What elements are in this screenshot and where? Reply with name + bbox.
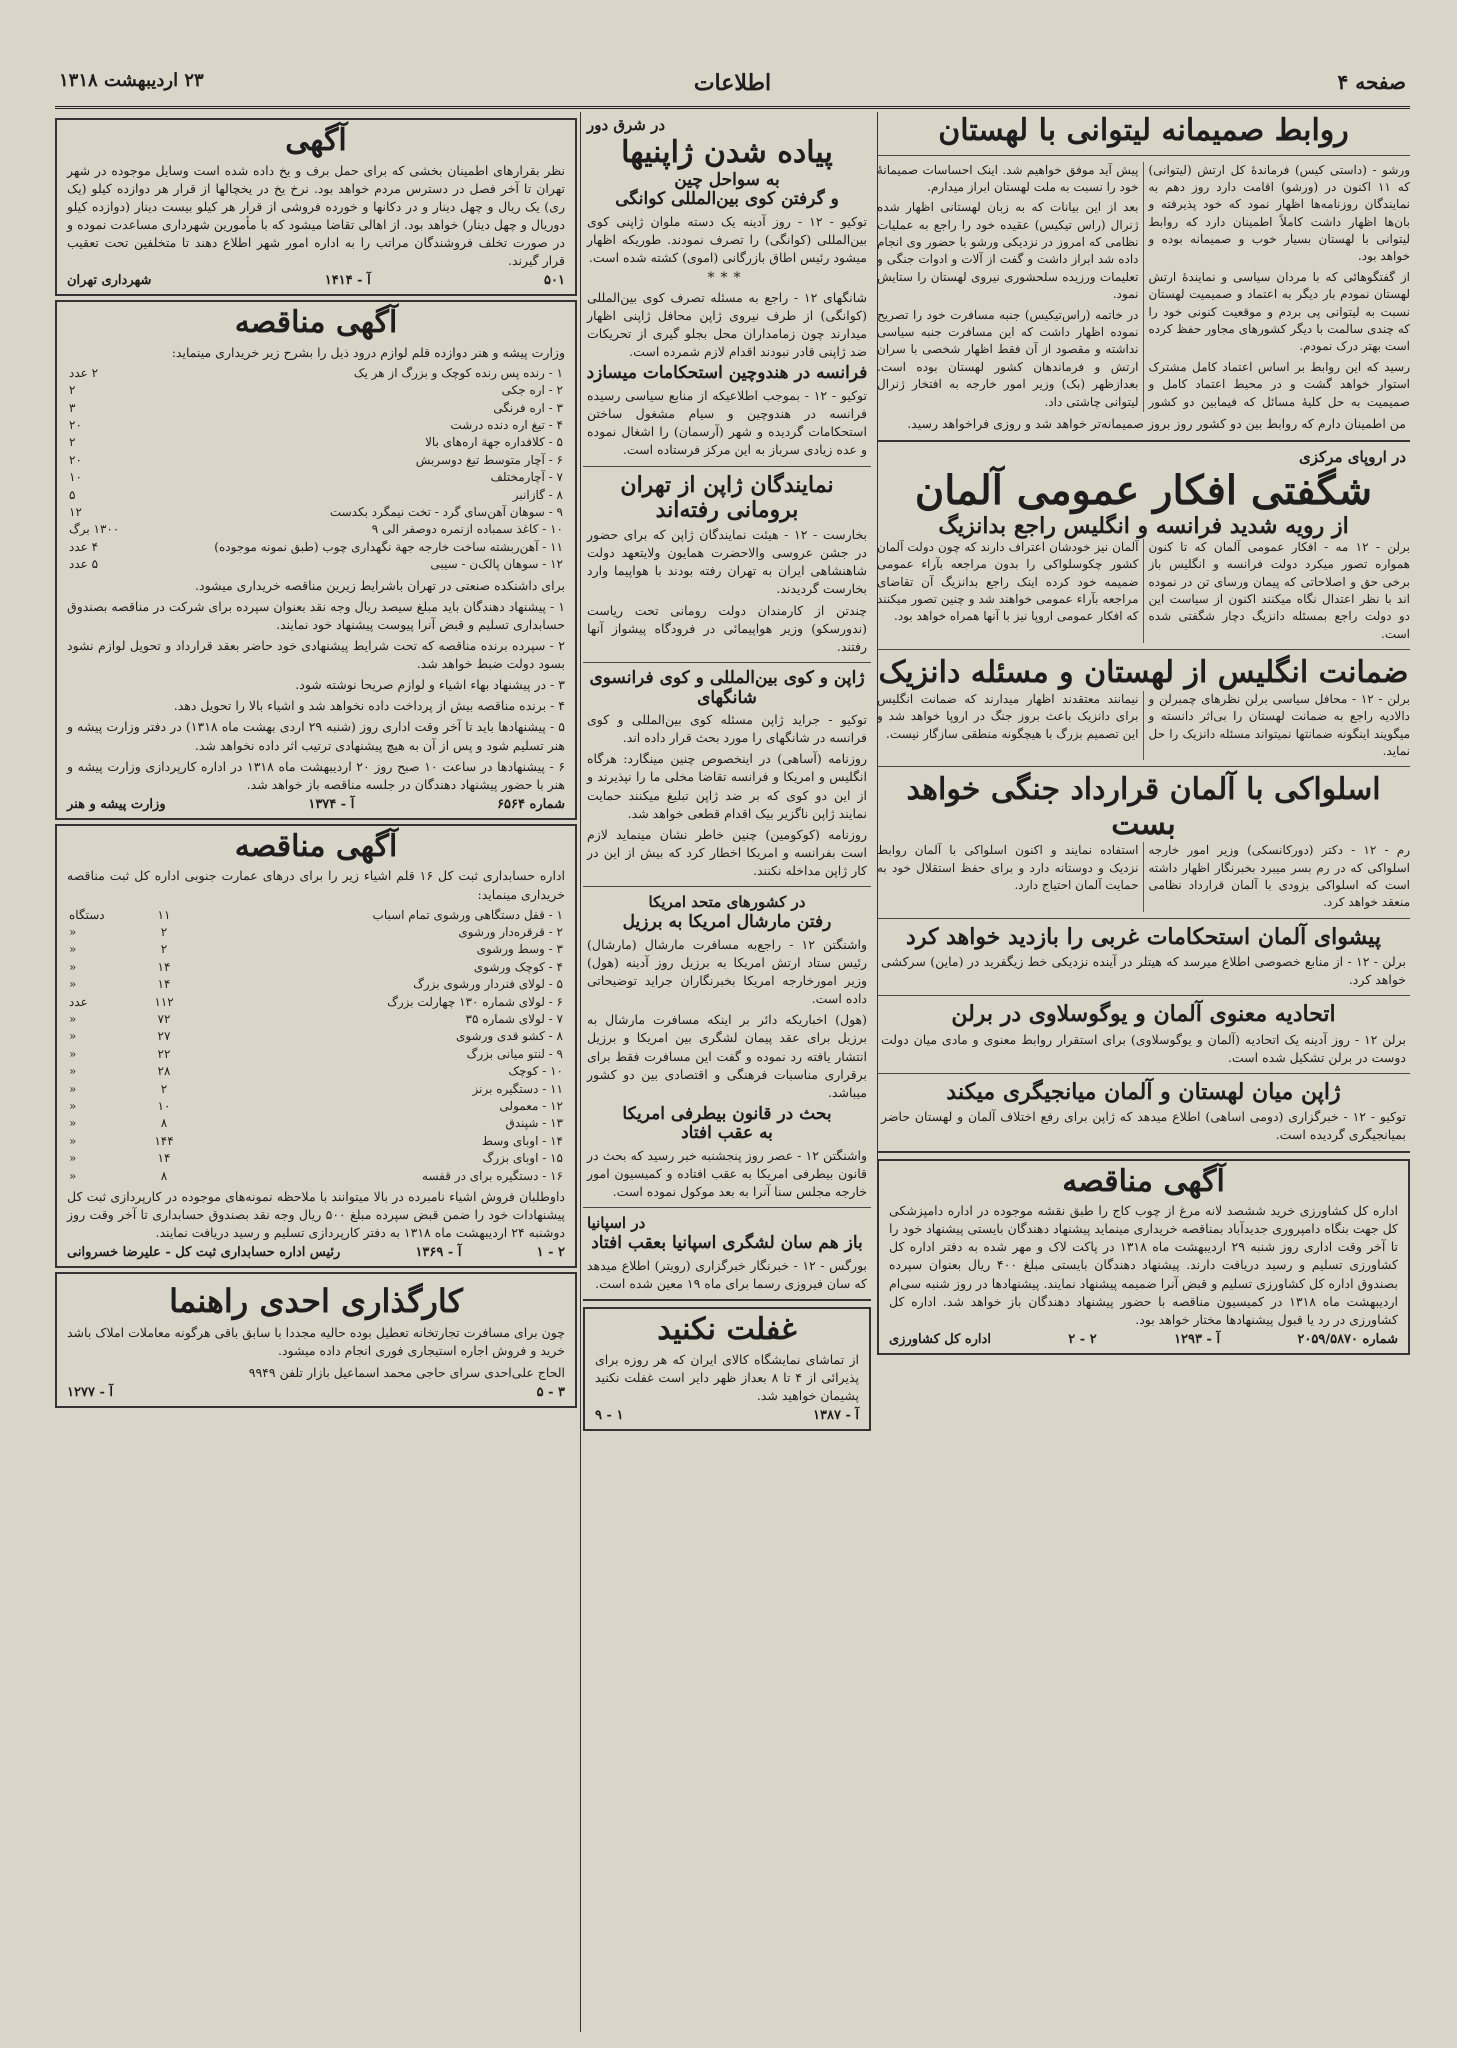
list-item: ۶ - لولای شماره ۱۳۰ چهارلت بزرگ ۱۱۲ عدد [69,994,563,1009]
article-body: برلن - ۱۲ - محافل سیاسی برلن نظرهای چمبرلن و دالادیه راجع به ضمانت لهستان را بی‌اثر دانسته و میگویند اینگونه ضمانتها نمیتواند مسئله دانزیک را حل نماید. نیمانند معتقدند اظهار میدارند که ضمانت انگلیس برای دانزیک باعث بروز جنگ در اروپا خواهد شد و این تصمیم بزرگ با هیچگونه منطقی سازگار نیست. [877,691,1410,758]
column-middle [583,114,871,2034]
list-item: ۱۵ - اوبای بزرگ ۱۴ « [69,1151,563,1166]
article-title: پیشوای آلمان استحکامات غربی را بازدید خواهد کرد [906,923,1381,950]
ad-title: کارگذاری احدی راهنما [169,1282,463,1321]
ad-title: غفلت نکنید [657,1312,797,1348]
article-title: اتحادیه معنوی آلمان و یوگوسلاوی در برلن [951,1001,1336,1028]
list-item: ۱۳ - شپندق ۸ « [69,1116,563,1131]
list-item: ۱۲ - سوهان پالک‌ن - سیبی ۵ عدد [69,557,563,572]
article-guarantee [877,656,1410,760]
article-spain: در اسپانیا باز هم سان لشگری اسپانیا بعقب افتاد بورگس - ۱۲ - خبرنگار خبرگزاری (رویتر) اطلاع میدهد که سان فیروزی رسما برای ماه ۱۹ معین شده است. [583,1214,871,1293]
list-item: ۱ - رنده پس رنده کوچک و بزرگ از هر یک ۲ عدد [69,365,563,380]
list-item: ۸ - کشو قدی ورشوی ۲۷ « [69,1029,563,1044]
list-item: ۱ - قفل دستگاهی ورشوی تمام اسباب ۱۱ دستگاه [69,907,563,922]
article-title: شگفتی افکار عمومی آلمان [914,466,1373,514]
list-item: ۴ - تیغ اره دنده درشت ۲۰ [69,418,563,433]
article-title: نمایندگان ژاپن از تهران [620,471,834,498]
article-subtitle: برومانی رفته‌اند [655,496,799,523]
ad-title: آگهی مناقصه [234,828,398,864]
article-title: روابط صمیمانه لیتوانی با لهستان [938,114,1349,148]
article-title: پیاده شدن ژاپنیها [621,135,833,170]
tender-item-list [63,365,569,574]
list-item: ۷ - آچارمختلف ۱۰ [69,470,563,485]
ad-industry-tender: آگهی مناقصه وزارت پیشه و هنر دوازده قلم لوازم درود ذیل را بشرح زیر خریداری مینماید: ۱ - رنده پس رنده کوچک و بزرگ از هر یک ۲ عدد ۲ - اره جکی ۲ ۳ - اره فرنگی ۳ ۴ - تیغ اره دنده درشت ۲۰ ۵ - کلافداره جهة اره‌های بالا ۲ ۶ - آچار متوسط تیغ دوسربش ۲۰ ۷ - آچارمختلف ۱۰ ۸ - گازانبر ۵ ۹ - سوهان آهن‌سای گرد - تخت نیمگرد بکدست ۱۲ ۱۰ - کاغذ سمباده ازنمره دوصفر الی ۹ ۱۳۰۰ برگ ۱۱ - آهن‌ربشته ساخت خارجه جهة نگهداری چوب (طبق نمونه موجوده) ۴ عدد ۱۲ - سوهان پالک‌ن - سیبی ۵ عدد برای داشنکده صنعتی در تهران باشرایط زیرین مناقصه خریداری میشود. ۱ - پیشنهاد دهندگان باید مبلغ سیصد ریال وجه نقد بعنوان سپرده برای شرکت در مناقصه بصندوق حسابداری تسلیم و قبض آنرا پیوست پیشنهاد خود نمایند. ۲ - سپرده برنده مناقصه که تحت شرایط پیشنهادی خود حاضر بعقد قرارداد و تحویل لوازم نشود بسود دولت ضبط خواهد شد. ۳ - در پیشنهاد بهاء اشیاء و لوازم صریحا نوشته شود. ۴ - برنده مناقصه بیش از پرداخت داده نخواهد شد و اشیاء بالا را تحویل دهد. ۵ - پیشنهادها باید تا آخر وقت اداری روز (شنبه ۲۹ اردی بهشت ماه ۱۳۱۸) در دفتر وزارت پیشه و هنر تسلیم شود و پس از آن به هیچ پیشنهادی ترتیب اثر داده نخواهد شد. ۶ - پیشنهادها در ساعت ۱۰ صبح روز ۲۰ اردیبهشت ماه ۱۳۱۸ در اداره کارپردازی وزارت پیشه و هنر با حضور پیشنهاد دهندگان در جلسه مناقصه باز خواهد شد. شماره ۶۵۶۴ آ - ۱۳۷۴ وزارت پیشه و هنر [55,300,577,820]
article-title: ژاپن میان لهستان و آلمان میانجیگری میکند [946,1078,1341,1105]
list-item: ۱۴ - اوبای وسط ۱۴۴ « [69,1133,563,1148]
article-lithuania: روابط صمیمانه لیتوانی با لهستان ورشو - (داستی کیس) فرماندهٔ کل ارتش (لیتوانی) که ۱۱ اکنون در (ورشو) اقامت دارد روز دهم به نمایندگان روزنامه‌ها اظهار نمود که خود پذیرفته و بان‌ها اظهار داشت کاملاً اطمینان دارد که روابط لیتوانی با لهستان بسیار خوب و صمیمانه بوده و خواهد بود. از گفتگوهائی که با مردان سیاسی و نمایندهٔ ارتش لهستان نمودم بار دیگر به اعتماد و صمیمیت لهستان نسبت به لیتوانی پی بردم و موقعیت کنونی خود را که چندی سالمت با دیگر کشورهای مجاور حفظ کرده است بهتر درک نمودم. رسید که این روابط بر اساس اعتماد کامل مشترک استوار خواهد گشت و در محیط اعتماد کامل و صمیمیت به حل کلیهٔ مسائل که فیمابین دو کشور پیش آید موفق خواهیم شد. اینک احساسات صمیمانهٔ خود را نسبت به ملت لهستان ابراز میدارم. بعد از این بیانات که به زبان لهستانی اظهار شده ژنرال (راس تیکیس) عقیده خود را راجع به عملیات نظامی که امروز در نزدیکی ورشو با حضور وی انجام داده شد ابراز داشت و گفت از آلات و ادوات جنگی و تعلیمات ورزیده سلحشوری نیروی لهستان را ستایش نمود. در خاتمه (راس‌تیکیس) جنبه مسافرت خود را تصریح نموده اظهار داشت که این مسافرت جنبه سیاسی نداشته و مقصود از آن فقط اظهار شخصی با سران ارتش و فرماندهان کشور لهستان بوده است. بعدازظهر (بک) وزیر امور خارجه به افتخار ژنرال لیتوانی چاشتی داد. من اطمینان دارم که روابط بین دو کشور روز بروز صمیمانه‌تر خواهد شد و روزی فراخواهد رسید. [877,114,1410,432]
ad-exhibition: غفلت نکنید از تماشای نمایشگاه کالای ایران که هر روزه برای پذیرائی از ۴ تا ۸ بعداز ظهر دایر است غفلت نکنید پشیمان خواهید شد. آ - ۱۳۸۷ ۱ - ۹ [583,1307,871,1431]
list-item: ۲ - اره جکی ۲ [69,383,563,398]
article-subheading: بحث در قانون بیطرفی امریکا [622,1103,832,1124]
article-leader: پیشوای آلمان استحکامات غربی را بازدید خواهد کرد برلن - ۱۲ - از منابع خصوصی اطلاع میرسد که هیتلر در آینده نزدیکی خط زیگفرید در (ماین) سرکشی خواهد کرد. [877,925,1410,990]
section-kicker: در اروپای مرکزی [1299,447,1406,466]
article-body: برلن - ۱۲ مه - افکار عمومی آلمان که تا کنون همواره تصور میکرد دولت فرانسه و انگلیس باز برخی حق و اصلاحاتی که پیمان ورسای تن در نموده اند با نظر اعتدال نگاه میکنند اکنون از سیاست این دو دولت راجع بمسئله دانزیگ دچار شگفتی شده است. آلمان نیز خودشان اعتراف دارند که چون دولت آلمان کشور چکوسلواکی را بدون مراجعه بآراء عمومی ضمیمه خود کرده اینک راجع بدانزیگ آن تقاضای مراجعه بآراء عمومی خواهند شد و چنین تصور میکنند که افکار عمومی اروپا نیز با آنها همراه خواهد بود. [877,539,1410,641]
list-item: ۶ - آچار متوسط تیغ دوسربش ۲۰ [69,452,563,467]
section-kicker: در شرق دور [587,116,666,134]
ad-title: آگهی مناقصه [234,305,398,341]
list-item: ۹ - لنتو میانی بزرگ ۲۲ « [69,1046,563,1061]
article-german-opinion [877,448,1410,644]
article-slovakia [877,773,1410,912]
ad-agriculture-tender: آگهی مناقصه اداره کل کشاورزی خرید ششصد لانه مرغ از چوب کاج را طبق نقشه موجوده در اداره دامپزشکی کل جهت بنگاه دامپروری جدیدآباد بمناقصه خریداری مینماید پیشنهاد دهندگان بایستی پیشنهاد خود را تا آخر وقت اداری روز شنبه ۲۹ اردیبهشت ماه ۱۳۱۸ در پاکت لاک و مهر شده به دفتر اداره کل کشاورزی تسلیم و رسید دریافت دارند. پیشنهاد دهندگان بایستی مبلغ ۴۰۰ ریال بعنوان سپرده بصندوق اداره کل کشاورزی تسلیم و قبض آنرا ضمیمه پیشنهاد نمایند. پیشنهادها در روز شنبه سی‌ام اردیبهشت ماه ۱۳۱۸ در کمیسیون مناقصه با حضور پیشنهاد دهندگان باز خواهد شد. اداره کل کشاورزی در رد یا قبول پیشنهادها مختار خواهد بود. شماره ۲۰۵۹/۵۸۷۰ آ - ۱۲۹۳ ۲ - ۲ اداره کل کشاورزی [877,1159,1410,1355]
issue-date: ۲۳ اردیبهشت ۱۳۱۸ [59,70,204,91]
ad-title: آگهی مناقصه [1062,1163,1225,1199]
ad-registry-tender: آگهی مناقصه اداره حسابداری ثبت کل ۱۶ قلم اشیاء زیر را برای درهای عمارت جنوبی اداره کل ثبت مناقصه خریداری مینماید: ۱ - قفل دستگاهی ورشوی تمام اسباب ۱۱ دستگاه ۲ - قرقره‌دار ورشوی ۲ « ۳ - وسط ورشوی ۲ « ۴ - کوچک ورشوی ۱۴ « ۵ - لولای فنردار ورشوی بزرگ ۱۴ « ۶ - لولای شماره ۱۳۰ چهارلت بزرگ ۱۱۲ عدد ۷ - لولای شماره ۳۵ ۷۲ « ۸ - کشو قدی ورشوی ۲۷ « ۹ - لنتو میانی بزرگ ۲۲ « ۱۰ - کوچک ۲۸ « ۱۱ - دستگیره برنز ۲ « ۱۲ - معمولی ۱۰ « ۱۳ - شپندق ۸ « ۱۴ - اوبای وسط ۱۴۴ « ۱۵ - اوبای بزرگ ۱۴ « ۱۶ - دستگیره برای در قفسه ۸ « داوطلبان فروش اشیاء نامبرده در بالا میتوانند با ملاحظه نمونه‌های موجوده در کارپردازی ثبت کل پیشنهادات خود را ضمن قبض سپرده مبلغ ۵۰۰ ریال وجه نقد بصندوق حسابداری تا آخر وقت روز دوشنبه ۲۴ اردیبهشت ماه ۱۳۱۸ به دفتر کارپردازی تسلیم و رسید دریافت نمایند. ۲ - ۱ آ - ۱۳۶۹ رئیس اداره حسابداری ثبت کل - علیرضا خسروانی [55,824,577,1268]
page-number: صفحه ۴ [1337,70,1406,94]
list-item: ۵ - لولای فنردار ورشوی بزرگ ۱۴ « [69,977,563,992]
ad-tehran-municipality: آگهی نظر بقرارهای اطمینان بخشی که برای حمل برف و یخ داده شده است وسایل موجوده در شهر تهران تا آخر فصل در دسترس مردم خواهد بود. نرخ یخ در یخچالها از قرار هر دوازده کیلو (یک ری) یک ریال و چهل دینار و در دکانها و خورده فروشی از قرار هر کیلو بیست دینار (دوازده کیلو دوریال و چهل دینار) خواهد بود. از اهالی تقاضا میشود که با مأمورین شهرداری مساعدت نموده و در صورت تخلف فروشندگان مراتب را به اداره امور شهر اطلاع دهند تا متخلفین تحت تعقیب قرار گیرند. ۵۰۱ آ - ۱۴۱۴ شهرداری تهران [55,118,577,296]
list-item: ۹ - سوهان آهن‌سای گرد - تخت نیمگرد بکدست ۱۲ [69,505,563,519]
tender-item-list [63,907,569,1185]
article-title: رفتن مارشال امریکا به برزیل [622,912,832,933]
article-americas: در کشورهای متحد امریکا رفتن مارشال امریکا به برزیل واشنگتن ۱۲ - راجع‌به‌ مسافرت مارشال (مارشال) رئیس ستاد ارتش امریکا به برزیل روز آدینه (هول) وزیر امورخارجه امریکا بخبرنگاران جراید توضیحاتی داده است. (هول) اخباریکه دائر بر اینکه مسافرت مارشال به برزیل برای عقد پیمان لشگری بین امریکا و برزیل انتشار یافته رد نموده و گفت این مسافرت فقط برای برقراری مناسبات فرهنگی و اقتصادی بین دو کشور میباشد. بحث در قانون بیطرفی امریکا به عقب افتاد واشنگتن ۱۲ - عصر روز پنجشنبه خبر رسید که بحث در قانون بیطرفی امریکا به عقب افتاده و کمیسیون امور خارجه مجلس سنا آنرا به بعد موکول نموده است. [583,893,871,1201]
list-item: ۴ - کوچک ورشوی ۱۴ « [69,959,563,974]
article-body: رم - ۱۲ - دکتر (دورکانسکی) وزیر امور خارجه اسلواکی که در رم بسر میبرد بخبرنگار اظهار داشته است که اسلواکی بزودی با آلمان قرارداد نظامی منعقد خواهد کرد. استفاده نمایند و اکنون اسلواکی با آلمان روابط نزدیک و دوستانه دارد و برای حفظ استقلال خود به حمایت آلمان احتیاج دارد. [877,843,1410,910]
article-japan-landing: در شرق دور پیاده شدن ژاپنیها به سواحل چین و گرفتن کوی بین‌المللی کوانگی توکیو - ۱۲ - روز آدینه یک دسته ملوان ژاپنی کوی بین‌المللی (کوانگی) را تصرف نمودند. طوریکه اظهار میشود رئیس اطاق بازرگانی (اموی) کشته شده است. *** شانگهای ۱۲ - راجع به مسئله تصرف کوی بین‌المللی (کوانگی) از طرف نیروی ژاپن محافل ژاپنی اظهار میدارند چون زمامداران محل بجلو گیری از تحریکات ضد ژاپنی قادر نبودند اقدام لازم شمرده است. فرانسه در هندوچین استحکامات میسازد توکیو - ۱۲ - بموجب اطلاعیکه از منابع سیاسی رسیده فرانسه در هندوچین و سیام مشغول ساختن استحکامات گردیده و شهر (آرسمان) را اشغال نموده و عده زیادی سرباز به این مرکز فرستاده است. [583,116,871,460]
column-right [877,114,1410,2034]
section-kicker: در کشورهای متحد امریکا [648,893,806,912]
masthead [55,62,1410,109]
list-item: ۱۶ - دستگیره برای در قفسه ۸ « [69,1168,563,1183]
ad-title: آگهی [285,123,347,158]
column-left [55,114,577,2034]
ad-ahadi-agency: کارگذاری احدی راهنما چون برای مسافرت تجارتخانه تعطیل بوده حالیه مجددا با سابق باقی هرگونه معاملات املاک باشد خرید و فروش اجاره استیجاری فوری انجام داده میشود. الحاج علی‌احدی سرای حاجی محمد اسماعیل بازار تلفن ۹۹۴۹ ۳ - ۵ آ - ۱۲۷۷ [55,1272,577,1407]
article-japanese-envoys: نمایندگان ژاپن از تهران برومانی رفته‌اند بخارست - ۱۲ - هیئت نمایندگان ژاپن که برای حضور در جشن عروسی والاحضرت همایون ولایتعهد دولت شاهنشاهی ایران به تهران رفته بودند با هواپیما وارد بخارست گردیدند. چندتن از کارمندان دولت رومانی تحت ریاست (ندورسکو) وزیر هواپیمائی در فرودگاه پیشواز آنها رفتند. [583,473,871,656]
list-item: ۳ - وسط ورشوی ۲ « [69,942,563,957]
list-item: ۵ - کلافداره جهة اره‌های بالا ۲ [69,435,563,450]
article-subheading: به عقب افتاد [681,1123,773,1144]
article-body: ورشو - (داستی کیس) فرماندهٔ کل ارتش (لیتوانی) که ۱۱ اکنون در (ورشو) اقامت دارد روز دهم به نمایندگان روزنامه‌ها اظهار نمود که خود پذیرفته و بان‌ها اظهار داشت کاملاً اطمینان دارد که روابط لیتوانی با لهستان بسیار خوب و صمیمانه بوده و خواهد بود. از گفتگوهائی که با مردان سیاسی و نمایندهٔ ارتش لهستان نمودم بار دیگر به اعتماد و صمیمیت لهستان نسبت به لیتوانی پی بردم و موقعیت کنونی خود را که چندی سالمت با دیگر کشورهای مجاور حفظ کرده است بهتر درک نمودم. رسید که این روابط بر اساس اعتماد کامل مشترک استوار خواهد گشت و در محیط اعتماد کامل و صمیمیت به حل کلیهٔ مسائل که فیمابین دو کشور پیش آید موفق خواهیم شد. اینک احساسات صمیمانهٔ خود را نسبت به ملت لهستان ابراز میدارم. بعد از این بیانات که به زبان لهستانی اظهار شده ژنرال (راس تیکیس) عقیده خود را راجع به عملیات نظامی که امروز در نزدیکی ورشو با حضور وی انجام داده شد ابراز داشت و گفت از آلات و ادوات جنگی و تعلیمات ورزیده سلحشوری نیروی لهستان را ستایش نمود. در خاتمه (راس‌تیکیس) جنبه مسافرت خود را تصریح نموده اظهار داشت که این مسافرت جنبه سیاسی نداشته و مقصود از آن فقط اظهار شخصی با سران ارتش و فرماندهان کشور لهستان بوده است. بعدازظهر (بک) وزیر امور خارجه به افتخار ژنرال لیتوانی چاشتی داد. [877,162,1410,409]
article-shanghai: ژاپن و کوی بین‌المللی و کوی فرانسوی شانگهای توکیو - جراید ژاپن مسئله کوی بین‌المللی و کوی فرانسه در شانگهای را مورد بحث قرار داده اند. روزنامه (آساهی) در اینخصوص چنین مینگارد: هرگاه انگلیس و امریکا و فرانسه تقاضا مخلی ما را نپذیرند و از این دو کوی که بر ضد ژاپن تبلیغ میکنند حمایت نمایند ژاپن ناگزیر بیک اقدام قطعی خواهد شد. روزنامه (کوکومین) چنین خاطر نشان مینماید لازم است بفرانسه و امریکا اخطار کرد که بیش از این در کار ژاپن مداخله نکنند. [583,669,871,880]
list-item: ۷ - لولای شماره ۳۵ ۷۲ « [69,1012,563,1027]
list-item: ۸ - گازانبر ۵ [69,487,563,502]
article-subtitle: از رویه شدید فرانسه و انگلیس راجع بدانزیگ [938,512,1349,539]
paper-name: اطلاعات [693,70,772,96]
list-item: ۱۱ - دستگیره برنز ۲ « [69,1081,563,1096]
article-subtitle: و گرفتن کوی بین‌المللی کوانگی [615,189,839,210]
list-item: ۱۰ - کاغذ سمباده ازنمره دوصفر الی ۹ ۱۳۰۰ برگ [69,522,563,537]
section-kicker: در اسپانیا [587,1214,646,1233]
article-title: ژاپن و کوی بین‌المللی و کوی فرانسوی شانگهای [589,667,865,708]
article-title: اسلواکی با آلمان قرارداد جنگی خواهد بست [906,772,1381,842]
article-subtitle: به سواحل چین [674,169,780,190]
column-divider [580,112,581,2032]
list-item: ۱۰ - کوچک ۲۸ « [69,1064,563,1079]
article-title: باز هم سان لشگری اسپانیا بعقب افتاد [591,1233,863,1254]
list-item: ۱۲ - معمولی ۱۰ « [69,1098,563,1113]
article-subheading: فرانسه در هندوچین استحکامات میسازد [586,363,868,384]
article-mediation: ژاپن میان لهستان و آلمان میانجیگری میکند توکیو - ۱۲ - خبرگزاری (دومی اساهی) اطلاع میدهد که ژاپن برای رفع اختلاف آلمان و لهستان حاضر بمیانجیگری گردیده است. [877,1080,1410,1145]
article-title: ضمانت انگلیس از لهستان و مسئله دانزیک [878,655,1409,691]
article-yugoslavia: اتحادیه معنوی آلمان و یوگوسلاوی در برلن برلن ۱۲ - روز آدینه یک اتحادیه (آلمان و یوگوسلاوی) برای استقرار روابط معنوی و مادی میان دولت دوست در برلن تشکیل شده است. [877,1002,1410,1067]
list-item: ۳ - اره فرنگی ۳ [69,400,563,415]
list-item: ۲ - قرقره‌دار ورشوی ۲ « [69,925,563,940]
list-item: ۱۱ - آهن‌ربشته ساخت خارجه جهة نگهداری چوب (طبق نمونه موجوده) ۴ عدد [69,539,563,554]
